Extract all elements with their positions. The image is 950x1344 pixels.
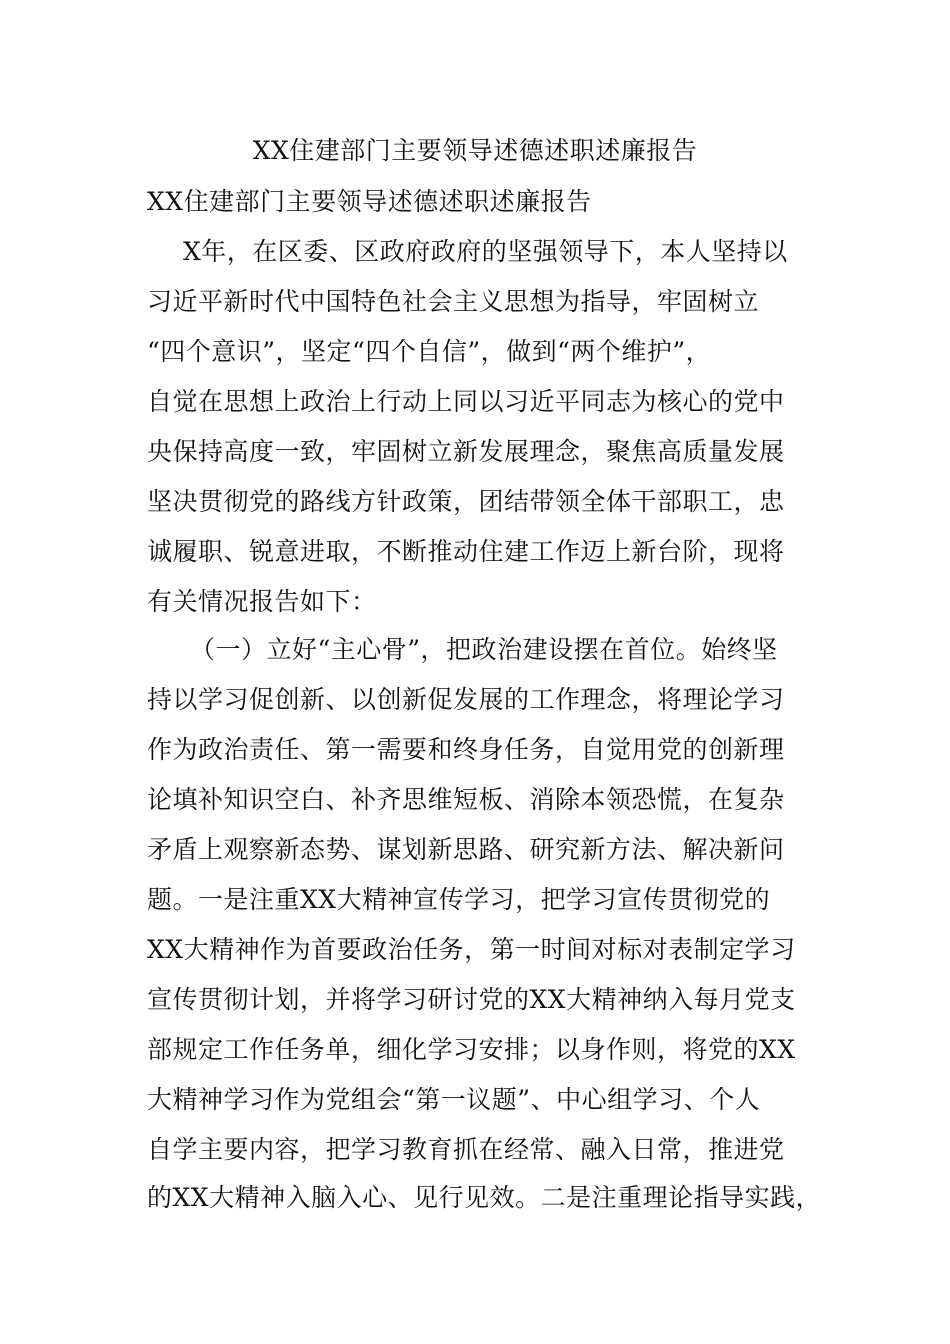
paragraph-line: 部规定工作任务单，细化学习安排；以身作则，将党的XX [147, 1035, 796, 1064]
paragraph-line: 坚决贯彻党的路线方针政策，团结带领全体干部职工，忠 [147, 487, 785, 516]
paragraph-line: 持以学习促创新、以创新促发展的工作理念，将理论学习 [147, 685, 785, 714]
paragraph-line: 题。一是注重XX大精神宣传学习，把学习宣传贯彻党的 [147, 885, 771, 914]
paragraph-line: 自觉在思想上政治上行动上同以习近平同志为核心的党中 [147, 387, 785, 416]
paragraph-line: 宣传贯彻计划，并将学习研讨党的XX大精神纳入每月党支 [147, 985, 796, 1014]
paragraph-line: 矛盾上观察新态势、谋划新思路、研究新方法、解决新问 [147, 835, 785, 864]
paragraph-line: 的XX大精神入脑入心、见行见效。二是注重理论指导实践， [147, 1183, 822, 1212]
paragraph-line: 作为政治责任、第一需要和终身任务，自觉用党的创新理 [147, 735, 785, 764]
paragraph-line: 习近平新时代中国特色社会主义思想为指导，牢固树立 [147, 287, 760, 316]
document-subtitle: XX住建部门主要领导述德述职述廉报告 [147, 187, 592, 216]
paragraph-line: 诚履职、锐意进取，不断推动住建工作迈上新台阶，现将 [147, 537, 785, 566]
document-title: XX住建部门主要领导述德述职述廉报告 [252, 136, 698, 165]
paragraph-line: 自学主要内容，把学习教育抓在经常、融入日常，推进党 [147, 1135, 785, 1164]
paragraph-line: X年，在区委、区政府政府的坚强领导下，本人坚持以 [183, 237, 788, 266]
paragraph-line: （一）立好“主心骨”，把政治建设摆在首位。始终坚 [190, 635, 778, 664]
paragraph-line: XX大精神作为首要政治任务，第一时间对标对表制定学习 [147, 935, 796, 964]
paragraph-line: 有关情况报告如下： [147, 587, 377, 616]
paragraph-line: 央保持高度一致，牢固树立新发展理念，聚焦高质量发展 [147, 437, 785, 466]
paragraph-line: 论填补知识空白、补齐思维短板、消除本领恐慌，在复杂 [147, 785, 785, 814]
paragraph-line: “四个意识”，坚定“四个自信”，做到“两个维护”， [147, 337, 712, 366]
paragraph-line: 大精神学习作为党组会“第一议题”、中心组学习、个人 [147, 1085, 761, 1114]
